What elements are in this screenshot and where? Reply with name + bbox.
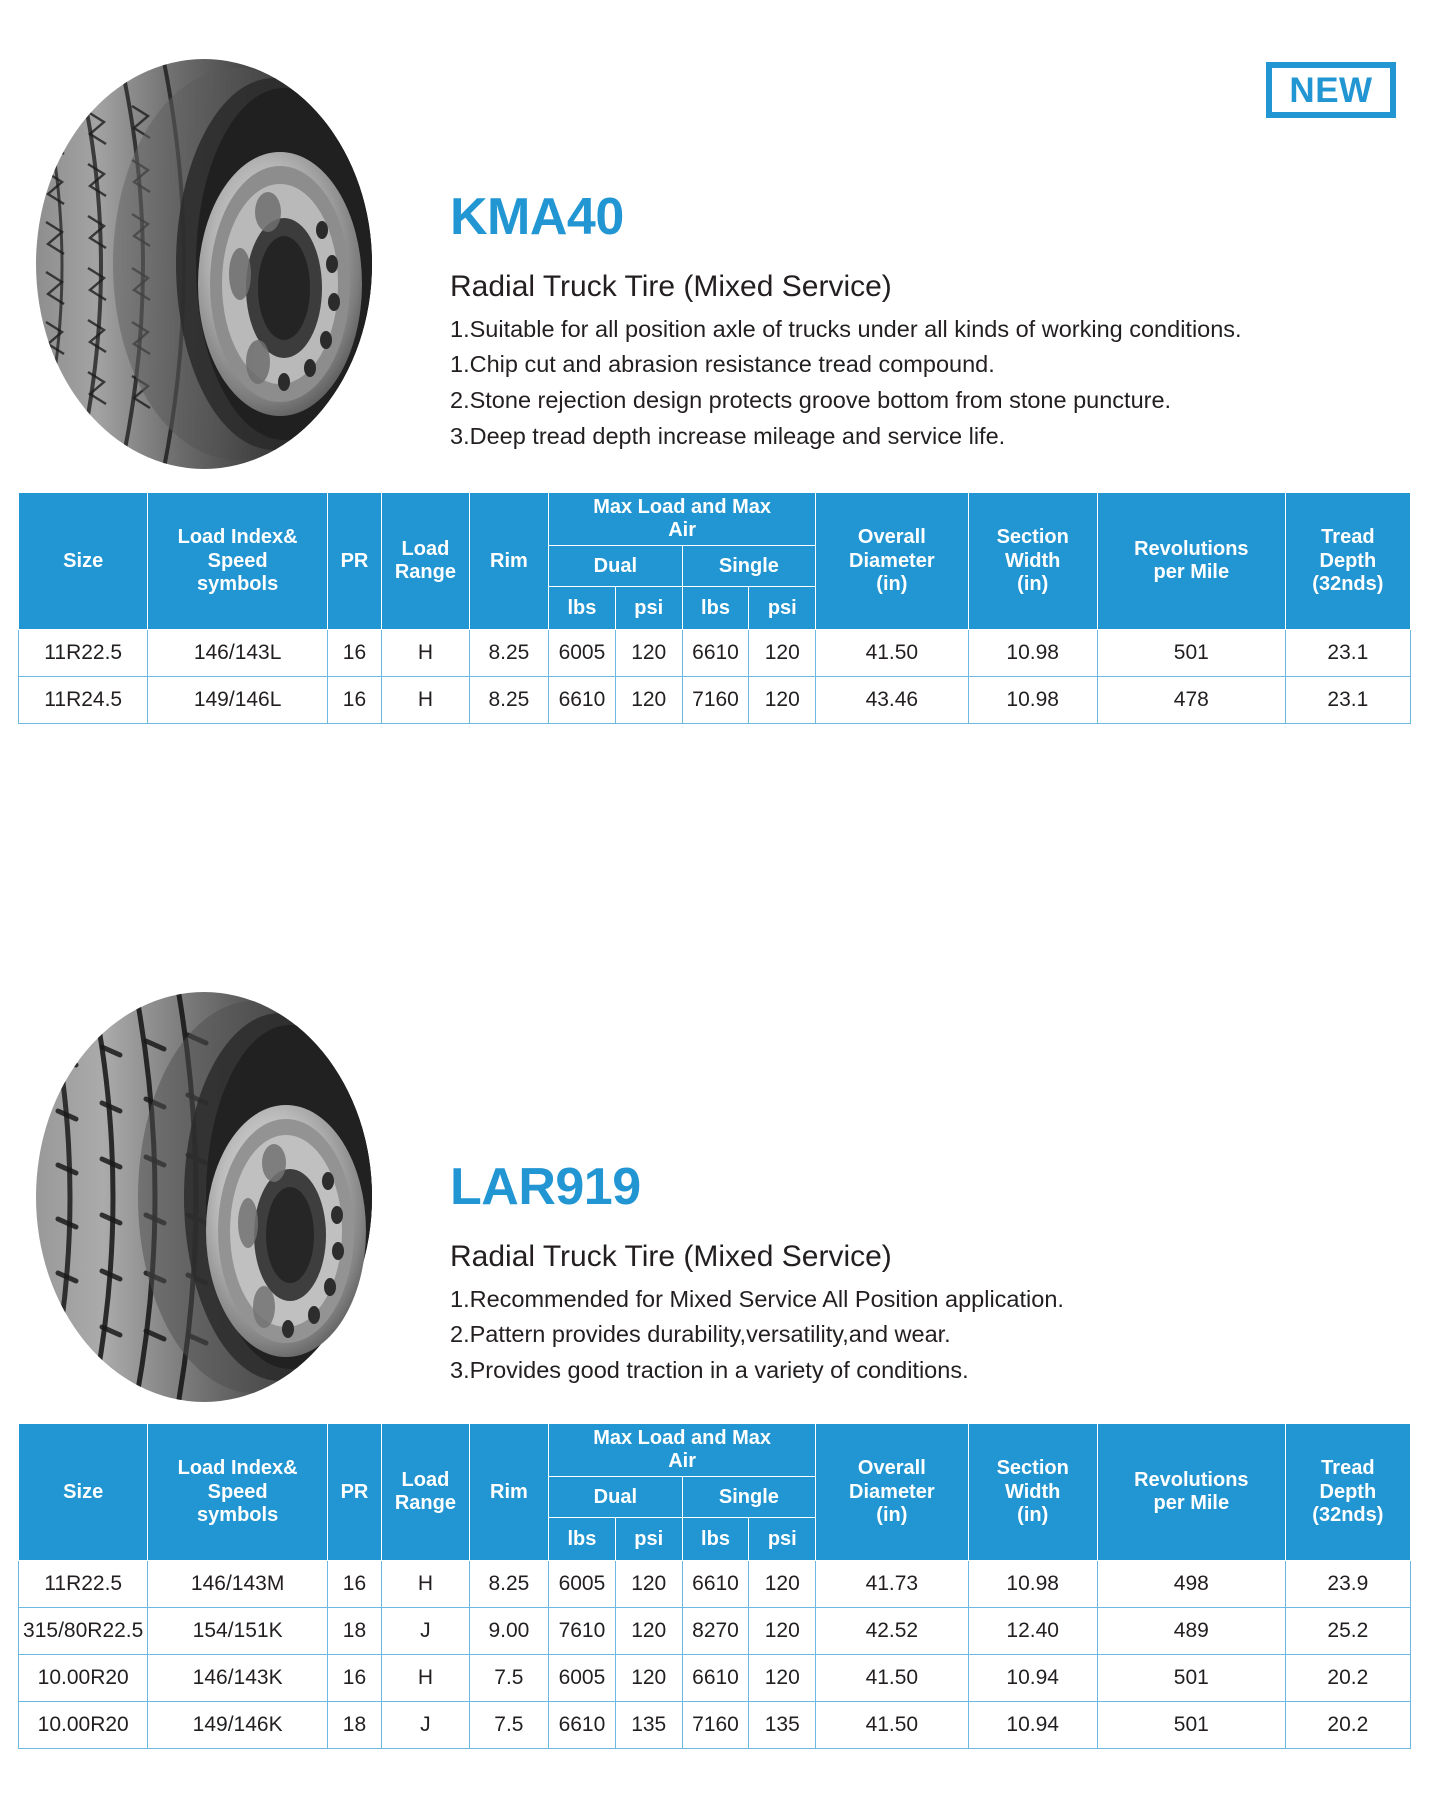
header-line: Width	[1005, 1480, 1061, 1503]
feature-item: 1.Suitable for all position axle of trucks under all kinds of working conditions.	[450, 315, 1242, 342]
header-dual: Dual	[549, 1477, 683, 1518]
cell-load-range: J	[382, 1608, 470, 1655]
header-dual-lbs: lbs	[549, 1518, 616, 1561]
cell-single-psi: 120	[749, 1561, 816, 1608]
product-subtitle: Radial Truck Tire (Mixed Service)	[450, 1239, 892, 1273]
cell-dual-lbs: 6005	[549, 630, 616, 677]
header-line: Overall	[857, 526, 926, 549]
header-line: Max Load and Max	[593, 496, 772, 518]
header-rim: Rim	[469, 1424, 548, 1561]
cell-revolutions-per-mile: 478	[1097, 677, 1285, 724]
cell-single-psi: 120	[749, 1608, 816, 1655]
new-badge-label: NEW	[1289, 70, 1373, 110]
cell-rim: 7.5	[469, 1702, 548, 1749]
cell-overall-diameter: 43.46	[816, 677, 968, 724]
header-revolutions-per-mile	[1097, 493, 1285, 630]
table-row	[19, 1655, 1411, 1702]
header-line: Max Load and Max	[593, 1427, 772, 1449]
header-line: Speed	[207, 549, 268, 572]
header-single-lbs: lbs	[682, 587, 749, 630]
header-section-width	[968, 493, 1097, 630]
feature-item: 3.Provides good traction in a variety of conditions.	[450, 1357, 969, 1384]
cell-dual-psi: 120	[615, 1655, 682, 1702]
cell-rim: 7.5	[469, 1655, 548, 1702]
cell-tread-depth: 25.2	[1285, 1608, 1410, 1655]
header-line: Diameter	[849, 1480, 935, 1503]
cell-load-range: H	[382, 1561, 470, 1608]
header-pr: PR	[327, 1424, 381, 1561]
header-line: Range	[394, 561, 456, 584]
cell-dual-lbs: 7610	[549, 1608, 616, 1655]
table-row	[19, 677, 1411, 724]
product-model-name: LAR919	[450, 1158, 641, 1216]
cell-load-range: J	[382, 1702, 470, 1749]
header-line: Tread	[1321, 1457, 1375, 1480]
header-line: Load Index&	[177, 526, 298, 549]
cell-single-psi: 120	[749, 630, 816, 677]
cell-dual-lbs: 6005	[549, 1561, 616, 1608]
spec-table-body	[19, 1561, 1411, 1749]
product-subtitle: Radial Truck Tire (Mixed Service)	[450, 269, 892, 303]
cell-single-lbs: 7160	[682, 1702, 749, 1749]
header-size: Size	[19, 1424, 148, 1561]
header-section-width	[968, 1424, 1097, 1561]
header-line: symbols	[197, 1503, 279, 1526]
cell-overall-diameter: 41.50	[816, 1702, 968, 1749]
cell-single-lbs: 6610	[682, 630, 749, 677]
new-badge	[1266, 62, 1396, 118]
cell-revolutions-per-mile: 489	[1097, 1608, 1285, 1655]
cell-load-index-speed: 149/146L	[148, 677, 327, 724]
product-feature-list	[450, 312, 1242, 455]
cell-dual-lbs: 6610	[549, 1702, 616, 1749]
cell-pr: 16	[327, 1655, 381, 1702]
cell-single-psi: 120	[749, 1655, 816, 1702]
header-max-load-air	[549, 493, 816, 546]
cell-single-lbs: 8270	[682, 1608, 749, 1655]
feature-item: 2.Pattern provides durability,versatility,and wear.	[450, 1321, 951, 1348]
table-row	[19, 1702, 1411, 1749]
header-line: Section	[996, 526, 1069, 549]
cell-size: 11R22.5	[19, 630, 148, 677]
cell-load-range: H	[382, 1655, 470, 1702]
header-pr: PR	[327, 493, 381, 630]
cell-tread-depth: 23.9	[1285, 1561, 1410, 1608]
header-revolutions-per-mile	[1097, 1424, 1285, 1561]
cell-single-lbs: 7160	[682, 677, 749, 724]
header-dual-psi: psi	[615, 1518, 682, 1561]
cell-load-range: H	[382, 677, 470, 724]
feature-item: 1.Chip cut and abrasion resistance tread compound.	[450, 351, 995, 378]
cell-size: 11R22.5	[19, 1561, 148, 1608]
header-line: Diameter	[849, 549, 935, 572]
cell-rim: 9.00	[469, 1608, 548, 1655]
cell-section-width: 10.98	[968, 630, 1097, 677]
cell-pr: 16	[327, 630, 381, 677]
header-load-index-speed	[148, 493, 327, 630]
feature-item: 1.Recommended for Mixed Service All Position application.	[450, 1285, 1064, 1312]
table-row	[19, 630, 1411, 677]
cell-rim: 8.25	[469, 1561, 548, 1608]
header-load-range	[382, 493, 470, 630]
cell-size: 11R24.5	[19, 677, 148, 724]
cell-overall-diameter: 41.50	[816, 1655, 968, 1702]
header-line: Width	[1005, 549, 1061, 572]
header-line: (in)	[1017, 572, 1049, 595]
cell-section-width: 10.94	[968, 1702, 1097, 1749]
header-rim: Rim	[469, 493, 548, 630]
spec-table	[18, 1423, 1411, 1749]
cell-overall-diameter: 41.50	[816, 630, 968, 677]
header-line: Load Index&	[177, 1457, 298, 1480]
cell-section-width: 10.98	[968, 1561, 1097, 1608]
header-line: per Mile	[1153, 1492, 1230, 1515]
product-model-name: KMA40	[450, 188, 624, 246]
cell-tread-depth: 20.2	[1285, 1702, 1410, 1749]
cell-revolutions-per-mile: 501	[1097, 630, 1285, 677]
header-overall-diameter	[816, 1424, 968, 1561]
cell-load-index-speed: 154/151K	[148, 1608, 327, 1655]
cell-pr: 18	[327, 1608, 381, 1655]
tire-photo-lar919	[22, 985, 397, 1405]
table-header-row-top	[19, 1424, 1411, 1477]
header-line: (32nds)	[1312, 1503, 1384, 1526]
cell-single-lbs: 6610	[682, 1655, 749, 1702]
cell-revolutions-per-mile: 501	[1097, 1655, 1285, 1702]
feature-item: 2.Stone rejection design protects groove bottom from stone puncture.	[450, 387, 1172, 414]
cell-rim: 8.25	[469, 630, 548, 677]
cell-load-index-speed: 149/146K	[148, 1702, 327, 1749]
product-info-lar919	[450, 1160, 1064, 1389]
header-line: Speed	[207, 1480, 268, 1503]
cell-revolutions-per-mile: 498	[1097, 1561, 1285, 1608]
cell-size: 315/80R22.5	[19, 1608, 148, 1655]
header-line: Depth	[1319, 549, 1377, 572]
cell-size: 10.00R20	[19, 1702, 148, 1749]
spec-table-wrapper-kma40	[18, 492, 1411, 724]
tire-illustration-icon	[22, 52, 397, 472]
header-line: Load	[401, 538, 450, 560]
cell-dual-psi: 120	[615, 677, 682, 724]
product-feature-list	[450, 1282, 1064, 1389]
cell-tread-depth: 23.1	[1285, 677, 1410, 724]
header-line: Section	[996, 1457, 1069, 1480]
header-line: symbols	[197, 572, 279, 595]
cell-load-index-speed: 146/143K	[148, 1655, 327, 1702]
cell-revolutions-per-mile: 501	[1097, 1702, 1285, 1749]
header-line: Range	[394, 1492, 456, 1515]
header-max-load-air	[549, 1424, 816, 1477]
header-line: (in)	[876, 572, 908, 595]
header-dual: Dual	[549, 546, 683, 587]
cell-dual-lbs: 6005	[549, 1655, 616, 1702]
cell-dual-lbs: 6610	[549, 677, 616, 724]
cell-rim: 8.25	[469, 677, 548, 724]
cell-overall-diameter: 42.52	[816, 1608, 968, 1655]
cell-single-lbs: 6610	[682, 1561, 749, 1608]
cell-overall-diameter: 41.73	[816, 1561, 968, 1608]
tire-photo-kma40	[22, 52, 397, 472]
header-tread-depth	[1285, 493, 1410, 630]
header-line: Tread	[1321, 526, 1375, 549]
feature-item: 3.Deep tread depth increase mileage and service life.	[450, 422, 1006, 449]
header-overall-diameter	[816, 493, 968, 630]
cell-tread-depth: 23.1	[1285, 630, 1410, 677]
spec-table-wrapper-lar919	[18, 1423, 1411, 1749]
header-single: Single	[682, 1477, 816, 1518]
cell-dual-psi: 135	[615, 1702, 682, 1749]
header-line: Load	[401, 1469, 450, 1491]
cell-section-width: 10.94	[968, 1655, 1097, 1702]
cell-single-psi: 120	[749, 677, 816, 724]
spec-table-body	[19, 630, 1411, 724]
header-single-lbs: lbs	[682, 1518, 749, 1561]
header-load-range	[382, 1424, 470, 1561]
header-size: Size	[19, 493, 148, 630]
spec-table	[18, 492, 1411, 724]
header-dual-lbs: lbs	[549, 587, 616, 630]
header-line: Depth	[1319, 1480, 1377, 1503]
header-line: (32nds)	[1312, 572, 1384, 595]
cell-tread-depth: 20.2	[1285, 1655, 1410, 1702]
cell-dual-psi: 120	[615, 1561, 682, 1608]
header-line: per Mile	[1153, 561, 1230, 584]
header-line: (in)	[876, 1503, 908, 1526]
cell-single-psi: 135	[749, 1702, 816, 1749]
cell-pr: 16	[327, 677, 381, 724]
header-load-index-speed	[148, 1424, 327, 1561]
table-header-row-top	[19, 493, 1411, 546]
cell-dual-psi: 120	[615, 1608, 682, 1655]
header-line: Overall	[857, 1457, 926, 1480]
cell-dual-psi: 120	[615, 630, 682, 677]
product-info-kma40	[450, 190, 1242, 454]
table-row	[19, 1608, 1411, 1655]
cell-pr: 16	[327, 1561, 381, 1608]
header-line: (in)	[1017, 1503, 1049, 1526]
cell-section-width: 10.98	[968, 677, 1097, 724]
cell-load-index-speed: 146/143L	[148, 630, 327, 677]
header-tread-depth	[1285, 1424, 1410, 1561]
cell-load-range: H	[382, 630, 470, 677]
header-single: Single	[682, 546, 816, 587]
header-line: Revolutions	[1134, 1469, 1249, 1491]
header-single-psi: psi	[749, 1518, 816, 1561]
header-line: Air	[668, 519, 696, 542]
header-line: Air	[668, 1450, 696, 1473]
cell-section-width: 12.40	[968, 1608, 1097, 1655]
tire-illustration-icon	[22, 985, 397, 1405]
table-row	[19, 1561, 1411, 1608]
header-dual-psi: psi	[615, 587, 682, 630]
header-line: Revolutions	[1134, 538, 1249, 560]
cell-pr: 18	[327, 1702, 381, 1749]
header-single-psi: psi	[749, 587, 816, 630]
cell-size: 10.00R20	[19, 1655, 148, 1702]
cell-load-index-speed: 146/143M	[148, 1561, 327, 1608]
